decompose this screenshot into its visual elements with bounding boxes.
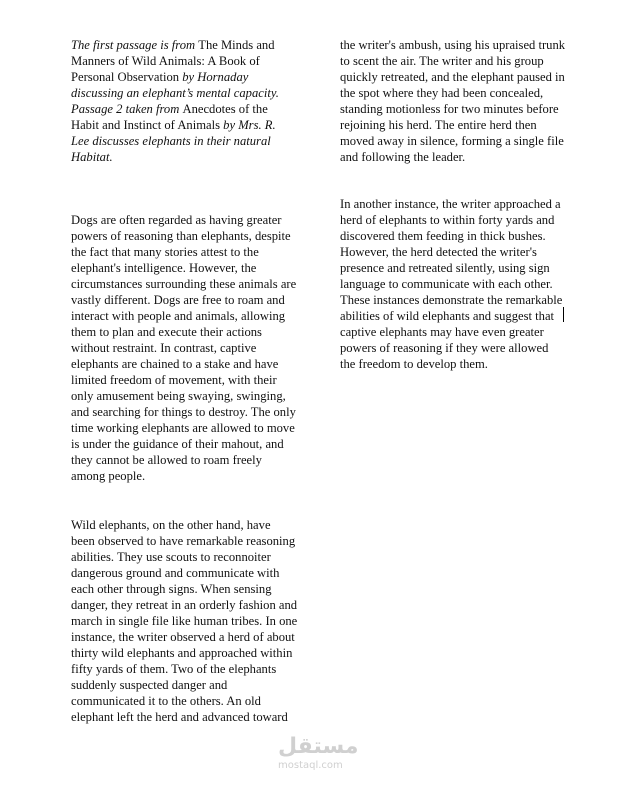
- body-paragraph-ambush: [340, 37, 565, 165]
- text-line: abilities of wild elephants and suggest that: [340, 309, 555, 323]
- text-line: limited freedom of movement, with their: [71, 373, 277, 387]
- watermark-logo: [278, 734, 359, 772]
- text-line: the writer's ambush, using his upraised trunk: [340, 38, 566, 52]
- text-line: the spot where they had been concealed,: [340, 86, 544, 100]
- text-line: each other through signs. When sensing: [71, 582, 272, 596]
- text-line: powers of reasoning than elephants, despite: [71, 229, 291, 243]
- text-line: In another instance, the writer approached a: [340, 197, 561, 211]
- text-line: rejoining his herd. The entire herd then: [340, 118, 537, 132]
- text-line: the freedom to develop them.: [340, 357, 488, 371]
- watermark-latin: mostaql.com: [278, 760, 343, 771]
- text-segment: Manners of Wild Animals: A Book of: [71, 54, 260, 68]
- text-line: However, the herd detected the writer's: [340, 245, 537, 259]
- text-line: discovered them feeding in thick bushes.: [340, 229, 546, 243]
- text-line: These instances demonstrate the remarkable: [340, 293, 563, 307]
- text-segment: by Hornaday: [182, 70, 249, 84]
- text-line: suddenly suspected danger and: [71, 678, 228, 692]
- text-cursor: [563, 307, 564, 322]
- text-line: danger, they retreat in an orderly fashion and: [71, 598, 298, 612]
- text-line: to scent the air. The writer and his group: [340, 54, 544, 68]
- text-line: elephant left the herd and advanced toward: [71, 710, 288, 724]
- text-line: and following the leader.: [340, 150, 466, 164]
- text-line: [71, 133, 279, 149]
- text-line: fifty yards of them. Two of the elephants: [71, 662, 277, 676]
- text-line: without restraint. In contrast, captive: [71, 341, 257, 355]
- text-line: dangerous ground and communicate with: [71, 566, 280, 580]
- text-line: been observed to have remarkable reasoning: [71, 534, 296, 548]
- text-line: thirty wild elephants and approached within: [71, 646, 293, 660]
- text-segment: Personal Observation: [71, 70, 183, 84]
- text-line: [71, 85, 279, 101]
- text-line: quickly retreated, and the elephant paused in: [340, 70, 565, 84]
- text-line: [71, 37, 279, 53]
- text-line: abilities. They use scouts to reconnoiter: [71, 550, 271, 564]
- text-line: vastly different. Dogs are free to roam and: [71, 293, 285, 307]
- text-line: circumstances surrounding these animals are: [71, 277, 297, 291]
- text-segment: by Mrs. R.: [223, 118, 276, 132]
- text-segment: discussing an elephant’s mental capacity.: [71, 86, 279, 100]
- text-line: Dogs are often regarded as having greater: [71, 213, 282, 227]
- text-line: only amusement being swaying, swinging,: [71, 389, 286, 403]
- body-paragraph-wild-elephants: [71, 517, 297, 725]
- text-line: [71, 149, 279, 165]
- text-line: presence and retreated silently, using sign: [340, 261, 550, 275]
- text-line: elephant's intelligence. However, the: [71, 261, 257, 275]
- intro-paragraph: [71, 37, 279, 165]
- text-line: the fact that many stories attest to the: [71, 245, 259, 259]
- text-line: herd of elephants to within forty yards and: [340, 213, 555, 227]
- text-segment: The Minds and: [198, 38, 275, 52]
- text-segment: Anecdotes of the: [182, 102, 268, 116]
- text-line: [71, 53, 279, 69]
- text-line: standing motionless for two minutes before: [340, 102, 559, 116]
- text-line: captive elephants may have even greater: [340, 325, 544, 339]
- text-segment: Passage 2 taken from: [71, 102, 183, 116]
- text-line: instance, the writer observed a herd of about: [71, 630, 295, 644]
- text-segment: Lee discusses elephants in their natural: [71, 134, 271, 148]
- text-line: time working elephants are allowed to move: [71, 421, 295, 435]
- text-line: powers of reasoning if they were allowed: [340, 341, 549, 355]
- text-line: [71, 69, 279, 85]
- text-line: language to communicate with each other.: [340, 277, 553, 291]
- text-line: march in single file like human tribes. In one: [71, 614, 298, 628]
- body-paragraph-another-instance: [340, 196, 562, 372]
- text-segment: The first passage is from: [71, 38, 199, 52]
- text-segment: Habitat.: [71, 150, 113, 164]
- text-line: and searching for things to destroy. The only: [71, 405, 296, 419]
- text-line: they cannot be allowed to roam freely: [71, 453, 262, 467]
- text-line: interact with people and animals, allowing: [71, 309, 286, 323]
- text-line: them to plan and execute their actions: [71, 325, 262, 339]
- text-line: [71, 101, 279, 117]
- text-line: [71, 117, 279, 133]
- text-line: among people.: [71, 469, 146, 483]
- watermark-arabic: مستقل: [278, 734, 359, 759]
- text-line: moved away in silence, forming a single file: [340, 134, 564, 148]
- body-paragraph-dogs: [71, 212, 296, 484]
- text-line: elephants are chained to a stake and have: [71, 357, 279, 371]
- text-line: Wild elephants, on the other hand, have: [71, 518, 271, 532]
- text-line: is under the guidance of their mahout, and: [71, 437, 284, 451]
- text-line: communicated it to the others. An old: [71, 694, 261, 708]
- text-segment: Habit and Instinct of Animals: [71, 118, 224, 132]
